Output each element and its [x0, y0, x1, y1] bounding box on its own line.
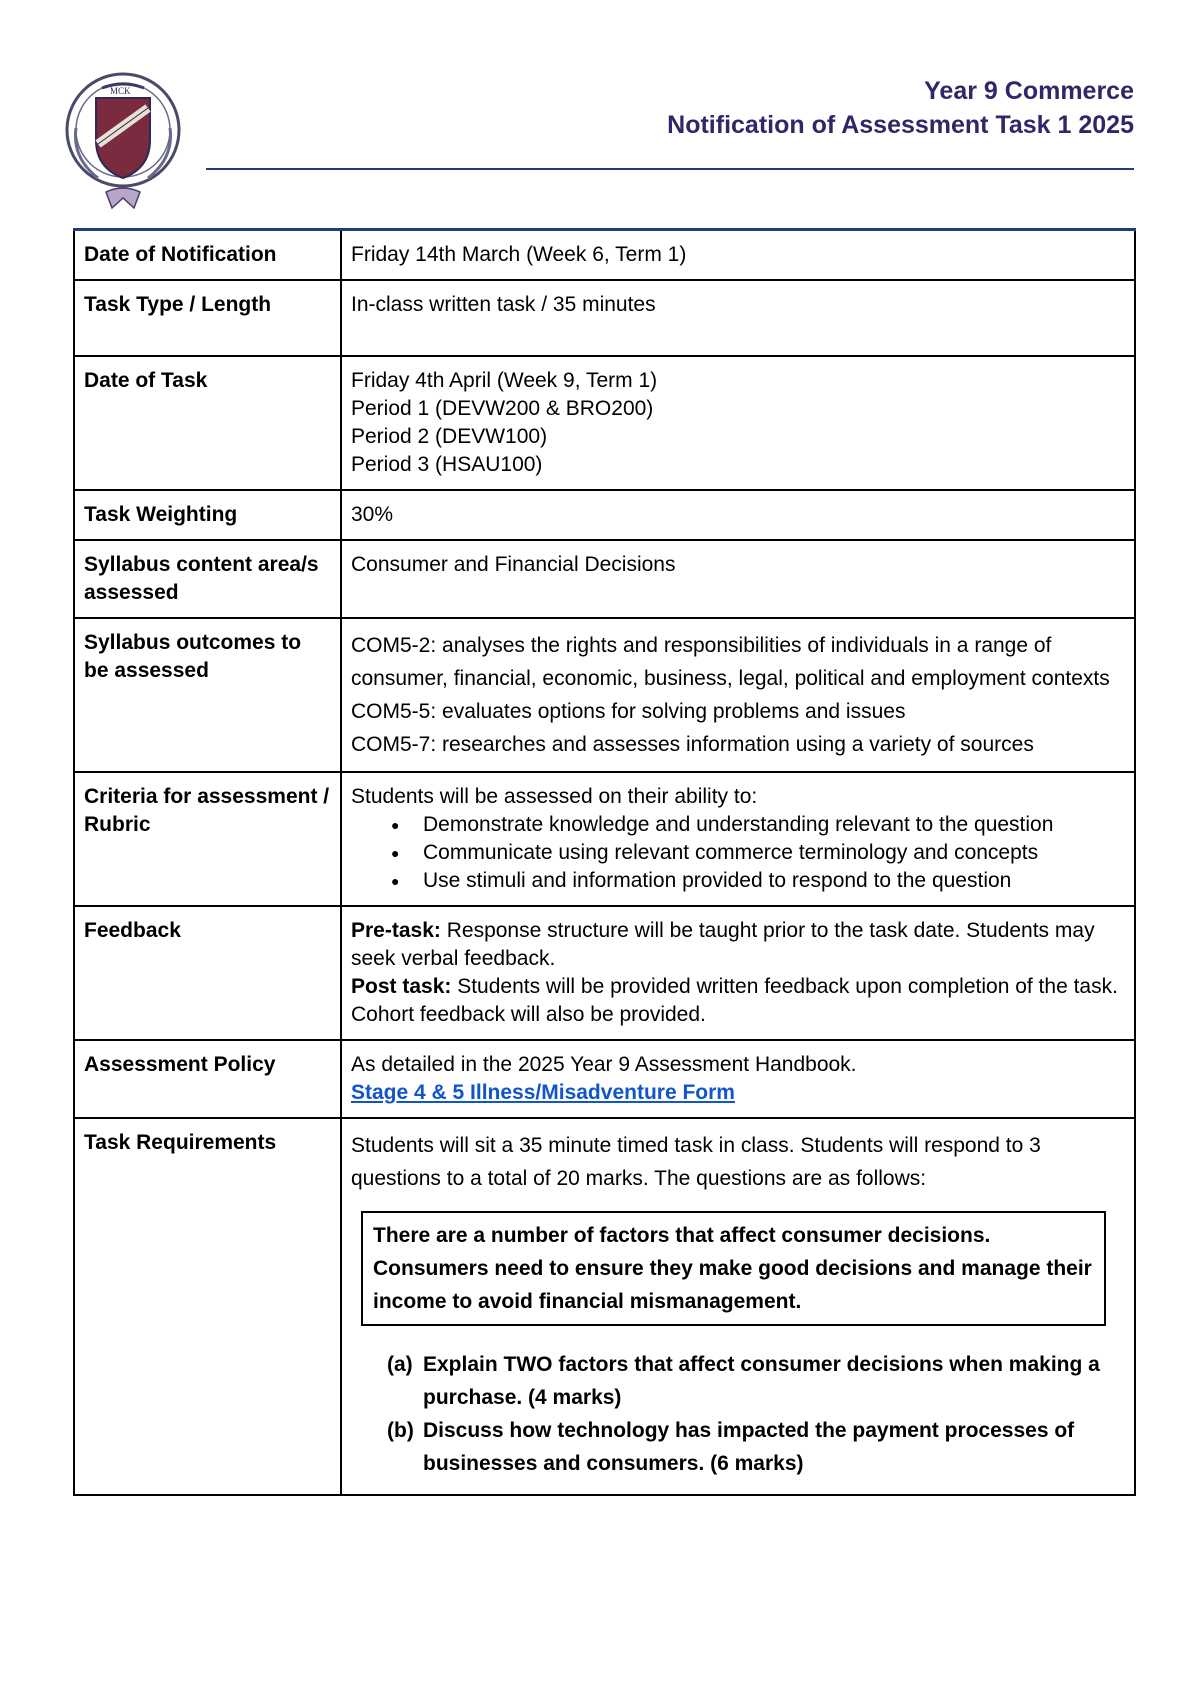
outcome-code: COM5-5: [351, 700, 437, 723]
row-date-of-task [74, 356, 1135, 490]
pre-task-text: Response structure will be taught prior to the task date. Students may seek verbal feedback. [351, 919, 1095, 970]
criteria-bullet: ● Demonstrate knowledge and understanding relevant to the question [391, 811, 1124, 839]
stimulus-box: There are a number of factors that affect consumer decisions. Consumers need to ensure they make good decisions and manage their income to avoid financial mismanagement. [361, 1211, 1106, 1326]
outcome-code: COM5-2: [351, 634, 437, 657]
row-label: Feedback [74, 906, 341, 1040]
outcome-item [351, 695, 1124, 728]
row-feedback [74, 906, 1135, 1040]
outcome-text: researches and assesses information using a variety of sources [436, 733, 1034, 756]
policy-value [341, 1040, 1135, 1118]
question-item [387, 1414, 1124, 1480]
row-label: Task Requirements [74, 1118, 341, 1495]
outcomes-list [341, 618, 1135, 772]
question-marker: (b) [387, 1419, 414, 1442]
question-marker: (a) [387, 1353, 413, 1376]
outcome-item [351, 629, 1124, 695]
pre-task-label: Pre-task: [351, 919, 441, 942]
feedback-value [341, 906, 1135, 1040]
question-item [387, 1348, 1124, 1414]
header-titles [667, 74, 1134, 142]
school-crest-icon [58, 68, 188, 216]
row-label: Assessment Policy [74, 1040, 341, 1118]
task-type-value: In-class written task / 35 minutes [341, 280, 1135, 356]
criteria-value [341, 772, 1135, 906]
outcome-item [351, 728, 1124, 761]
requirements-intro: Students will sit a 35 minute timed task in class. Students will respond to 3 questions to a total of 20 marks. The questions are as follows: [351, 1134, 1041, 1190]
requirements-value [341, 1118, 1135, 1495]
criteria-bullet: ● Communicate using relevant commerce terminology and concepts [391, 839, 1124, 867]
misadventure-form-link[interactable]: Stage 4 & 5 Illness/Misadventure Form [351, 1081, 735, 1104]
row-label: Criteria for assessment / Rubric [74, 772, 341, 906]
row-label: Date of Task [74, 356, 341, 490]
row-label: Task Type / Length [74, 280, 341, 356]
row-syllabus-outcomes [74, 618, 1135, 772]
outcome-text: analyses the rights and responsibilities of individuals in a range of consumer, financial, economic, business, legal, political and employment contexts [351, 634, 1110, 690]
question-text: Explain TWO factors that affect consumer decisions when making a purchase. (4 marks) [423, 1353, 1100, 1409]
period-line: Period 1 (DEVW200 & BRO200) [351, 397, 654, 420]
row-label: Date of Notification [74, 230, 341, 281]
question-list [351, 1348, 1124, 1480]
row-task-weighting [74, 490, 1135, 540]
outcome-text: evaluates options for solving problems and issues [436, 700, 906, 723]
criteria-bullet: ● Use stimuli and information provided to respond to the question [391, 867, 1124, 895]
row-label: Task Weighting [74, 490, 341, 540]
row-date-of-notification [74, 230, 1135, 281]
outcome-code: COM5-7: [351, 733, 437, 756]
task-date: Friday 4th April (Week 9, Term 1) [351, 369, 658, 392]
row-syllabus-content [74, 540, 1135, 618]
date-of-task-value [341, 356, 1135, 490]
post-task-feedback [351, 973, 1124, 1029]
notification-date: Friday 14th March (Week 6, Term 1) [341, 230, 1135, 281]
row-task-requirements [74, 1118, 1135, 1495]
content-value: Consumer and Financial Decisions [341, 540, 1135, 618]
criteria-intro: Students will be assessed on their ability to: [351, 785, 758, 808]
pre-task-feedback [351, 917, 1124, 973]
criteria-list [351, 811, 1124, 895]
row-task-type [74, 280, 1135, 356]
post-task-label: Post task: [351, 975, 452, 998]
policy-text: As detailed in the 2025 Year 9 Assessment Handbook. [351, 1053, 857, 1076]
header-divider [206, 168, 1134, 170]
subject-title: Year 9 Commerce [924, 77, 1134, 105]
question-text: Discuss how technology has impacted the payment processes of businesses and consumers. (6 marks) [423, 1419, 1075, 1475]
period-line: Period 3 (HSAU100) [351, 453, 543, 476]
post-task-text: Students will be provided written feedback upon completion of the task. Cohort feedback will also be provided. [351, 975, 1118, 1026]
period-line: Period 2 (DEVW100) [351, 425, 548, 448]
weighting-value: 30% [341, 490, 1135, 540]
task-title: Notification of Assessment Task 1 2025 [667, 111, 1134, 139]
svg-text:MCK: MCK [110, 86, 131, 96]
assessment-table [73, 228, 1136, 1496]
row-label: Syllabus outcomes to be assessed [74, 618, 341, 772]
row-assessment-policy [74, 1040, 1135, 1118]
row-criteria [74, 772, 1135, 906]
row-label: Syllabus content area/s assessed [74, 540, 341, 618]
